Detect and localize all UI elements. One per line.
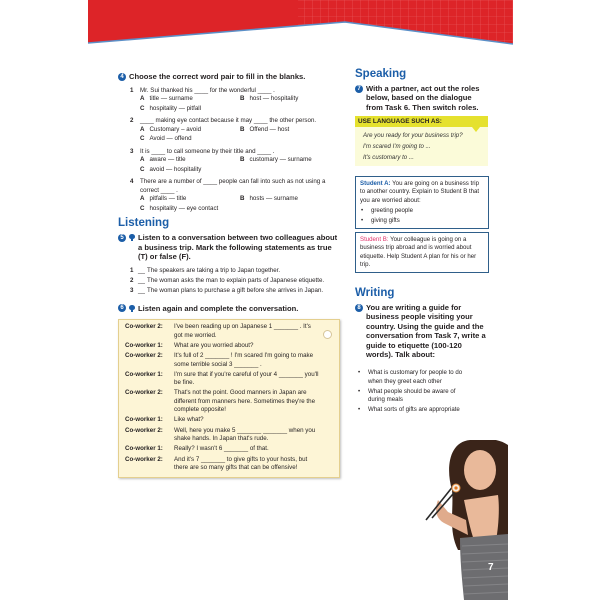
option-letter: A xyxy=(140,195,145,203)
option-letter: C xyxy=(140,104,145,112)
bullet-icon: • xyxy=(358,369,361,377)
dialogue-card xyxy=(118,319,340,478)
student-a-text: You are going on a business trip to another country. Explain to Student B that you are worried about: xyxy=(360,180,480,204)
bullet-item xyxy=(360,207,484,215)
speaker-label: Co-worker 1: xyxy=(125,370,163,378)
dialogue-line xyxy=(125,456,333,473)
question-text: Mr. Sui thanked his ____ for the wonderful ____ . xyxy=(140,86,275,94)
answer-option[interactable] xyxy=(140,195,240,204)
right-column xyxy=(355,68,490,417)
question-item xyxy=(130,178,338,213)
bullet-item xyxy=(357,369,467,385)
bullet-icon: • xyxy=(358,387,361,395)
option-letter: B xyxy=(240,195,245,203)
dialogue-text: It's full of 2 _______ ! I'm scared I'm going to make some terrible social 3 _______ . xyxy=(174,352,314,368)
option-text: hospitality — pitfall xyxy=(149,104,202,112)
speaker-label: Co-worker 1: xyxy=(125,416,163,424)
task6-instruction: Listen again and complete the conversation. xyxy=(138,303,299,313)
dialogue-line xyxy=(125,427,333,444)
bullet-item xyxy=(357,388,467,404)
task-number-badge: 6 xyxy=(118,304,126,312)
question-number: 4 xyxy=(130,178,134,186)
task8-instruction: You are writing a guide for business people visiting your country. Using the guide and the conversation from Task 7, write a guide to etiquette (100-120 words). Talk about: xyxy=(366,303,486,360)
answer-option[interactable] xyxy=(140,135,240,144)
dialogue-line xyxy=(125,342,333,350)
dialogue-text: I've been reading up on Japanese 1 _______ . It's got me worried. xyxy=(174,323,311,339)
dialogue-line xyxy=(125,416,333,424)
dialogue-line xyxy=(125,352,333,369)
listening-title: Listening xyxy=(118,217,170,230)
dialogue-text: Like what? xyxy=(174,416,204,424)
answer-option[interactable] xyxy=(240,126,340,135)
speaker-label: Co-worker 1: xyxy=(125,445,163,453)
language-box-heading: USE LANGUAGE SUCH AS: xyxy=(355,116,488,127)
option-letter: A xyxy=(140,125,145,133)
speaker-label: Co-worker 1: xyxy=(125,341,163,349)
language-phrase: It's customary to ... xyxy=(363,154,414,162)
task4-heading xyxy=(118,72,338,82)
task-number-badge: 4 xyxy=(118,73,126,81)
question-text: There are a number of ____ people can fall into such as not using a correct ____ . xyxy=(140,178,326,194)
statement-text: The woman asks the man to explain parts of Japanese etiquette. xyxy=(147,277,325,285)
task8-bullets xyxy=(357,369,467,414)
page-number: 7 xyxy=(488,562,494,573)
task4-instruction: Choose the correct word pair to fill in the blanks. xyxy=(129,72,306,81)
question-number: 2 xyxy=(130,117,134,125)
option-text: Avoid — offend xyxy=(149,135,192,143)
bullet-icon: • xyxy=(361,206,364,214)
speaker-label: Co-worker 2: xyxy=(125,426,163,434)
task-number-badge: 5 xyxy=(118,234,126,242)
bullet-item xyxy=(357,406,467,414)
option-text: Offend — host xyxy=(249,125,290,133)
option-text: customary — surname xyxy=(249,156,312,164)
option-letter: A xyxy=(140,95,145,103)
option-letter: C xyxy=(140,204,145,212)
question-number: 3 xyxy=(130,147,134,155)
answer-option[interactable] xyxy=(140,105,240,114)
dialogue-text: I'm sure that if you're careful of your 4 _______ you'll be fine. xyxy=(174,370,319,387)
audio-icon xyxy=(129,305,135,312)
task8-heading xyxy=(355,303,490,359)
dialogue-line xyxy=(125,445,333,453)
question-item xyxy=(130,117,338,144)
dialogue-line xyxy=(125,323,333,340)
option-text: avoid — hospitality xyxy=(149,165,202,173)
option-text: hospitality — eye contact xyxy=(149,204,219,212)
dialogue-line xyxy=(125,389,333,414)
dialogue-text: Really? I wasn't 6 _______ of that. xyxy=(174,445,269,453)
option-text: title — surname xyxy=(149,95,193,103)
bullet-icon: • xyxy=(358,406,361,414)
statement-text: The woman plans to purchase a gift before she arrives in Japan. xyxy=(147,287,324,295)
option-text: Customary – avoid xyxy=(149,125,202,133)
language-box xyxy=(355,116,488,166)
student-b-label: Student B: xyxy=(360,236,389,244)
task4-questions xyxy=(118,87,338,214)
dialogue-line xyxy=(125,371,333,388)
option-text: hosts — surname xyxy=(249,195,298,203)
statement-item xyxy=(130,277,338,285)
question-text: ____ making eye contact because it may ____ the other person. xyxy=(140,117,317,125)
answer-option[interactable] xyxy=(140,156,240,165)
option-letter: C xyxy=(140,165,145,173)
task5-statements xyxy=(118,267,338,296)
option-letter: B xyxy=(240,156,245,164)
task5-instruction: Listen to a conversation between two colleagues about a business trip. Mark the following statements as true (T) or false (F). xyxy=(138,233,338,262)
language-phrase: I'm scared I'm going to ... xyxy=(363,143,431,151)
bullet-item xyxy=(360,217,484,225)
student-a-label: Student A: xyxy=(360,180,391,188)
answer-option[interactable] xyxy=(240,195,340,204)
question-number: 1 xyxy=(130,86,134,94)
student-a-card xyxy=(355,176,489,229)
answer-option[interactable] xyxy=(240,95,340,104)
bullet-text: What sorts of gifts are appropriate xyxy=(368,406,460,414)
answer-blank[interactable]: __ xyxy=(138,266,145,274)
task7-instruction: With a partner, act out the roles below, based on the dialogue from Task 6. Then switch roles. xyxy=(366,84,480,112)
task6-heading xyxy=(118,304,338,314)
bullet-text: What people should be aware of during meals xyxy=(368,387,456,404)
answer-option[interactable] xyxy=(240,156,340,165)
bullet-text: What is customary for people to do when they greet each other xyxy=(368,369,463,385)
speaker-label: Co-worker 2: xyxy=(125,455,163,463)
speaking-title: Speaking xyxy=(355,68,407,80)
answer-option[interactable] xyxy=(140,95,240,104)
option-letter: B xyxy=(240,125,245,133)
dialogue-text: Well, here you make 5 _______ _______ when you shake hands. In Japan that's rude. xyxy=(174,426,316,442)
student-b-card xyxy=(355,232,489,273)
option-text: aware — title xyxy=(149,156,186,164)
statement-number: 2 xyxy=(130,277,134,285)
language-phrase: Are you ready for your business trip? xyxy=(363,132,463,140)
task5-heading xyxy=(118,233,338,262)
option-letter: B xyxy=(240,95,245,103)
bullet-text: greeting people xyxy=(371,206,414,214)
student-b-text: Your colleague is going on a business trip abroad and is worried about etiquette. Help Student A plan for his or her trip. xyxy=(360,236,477,268)
bullet-icon: • xyxy=(361,217,364,225)
speaker-label: Co-worker 2: xyxy=(125,389,163,397)
option-text: host — hospitality xyxy=(249,95,299,103)
header-banner xyxy=(88,0,513,46)
statement-number: 3 xyxy=(130,287,134,295)
speaker-label: Co-worker 2: xyxy=(125,352,163,360)
question-item xyxy=(130,148,338,175)
dialogue-text: That's not the point. Good manners in Japan are different from manners here. Sometimes they're the complete opposite! xyxy=(174,389,316,414)
statement-number: 1 xyxy=(130,266,134,274)
audio-icon xyxy=(129,234,135,241)
answer-blank[interactable]: __ xyxy=(138,277,145,285)
dialogue-text: And it's 7 _______ to give gifts to your hosts, but there are so many gifts that can be offensive! xyxy=(174,455,308,471)
speaker-label: Co-worker 2: xyxy=(125,323,163,331)
answer-blank[interactable]: __ xyxy=(138,287,145,295)
question-item xyxy=(130,87,338,114)
task-number-badge: 8 xyxy=(355,304,363,312)
task7-heading xyxy=(355,84,490,112)
bullet-text: giving gifts xyxy=(371,217,400,225)
woman-with-chopsticks-photo xyxy=(408,440,508,600)
option-letter: A xyxy=(140,156,145,164)
writing-title: Writing xyxy=(355,287,395,300)
question-text: It is ____ to call someone by their title and ____ . xyxy=(140,147,275,155)
statement-item xyxy=(130,287,338,295)
dialogue-text: What are you worried about? xyxy=(174,341,254,349)
answer-option[interactable] xyxy=(140,126,240,135)
statement-text: The speakers are taking a trip to Japan together. xyxy=(147,266,281,274)
task-number-badge: 7 xyxy=(355,85,363,93)
left-column xyxy=(118,72,338,478)
option-text: pitfalls — title xyxy=(149,195,187,203)
answer-option[interactable] xyxy=(140,205,240,214)
answer-option[interactable] xyxy=(140,166,240,175)
statement-item xyxy=(130,267,338,275)
option-letter: C xyxy=(140,135,145,143)
